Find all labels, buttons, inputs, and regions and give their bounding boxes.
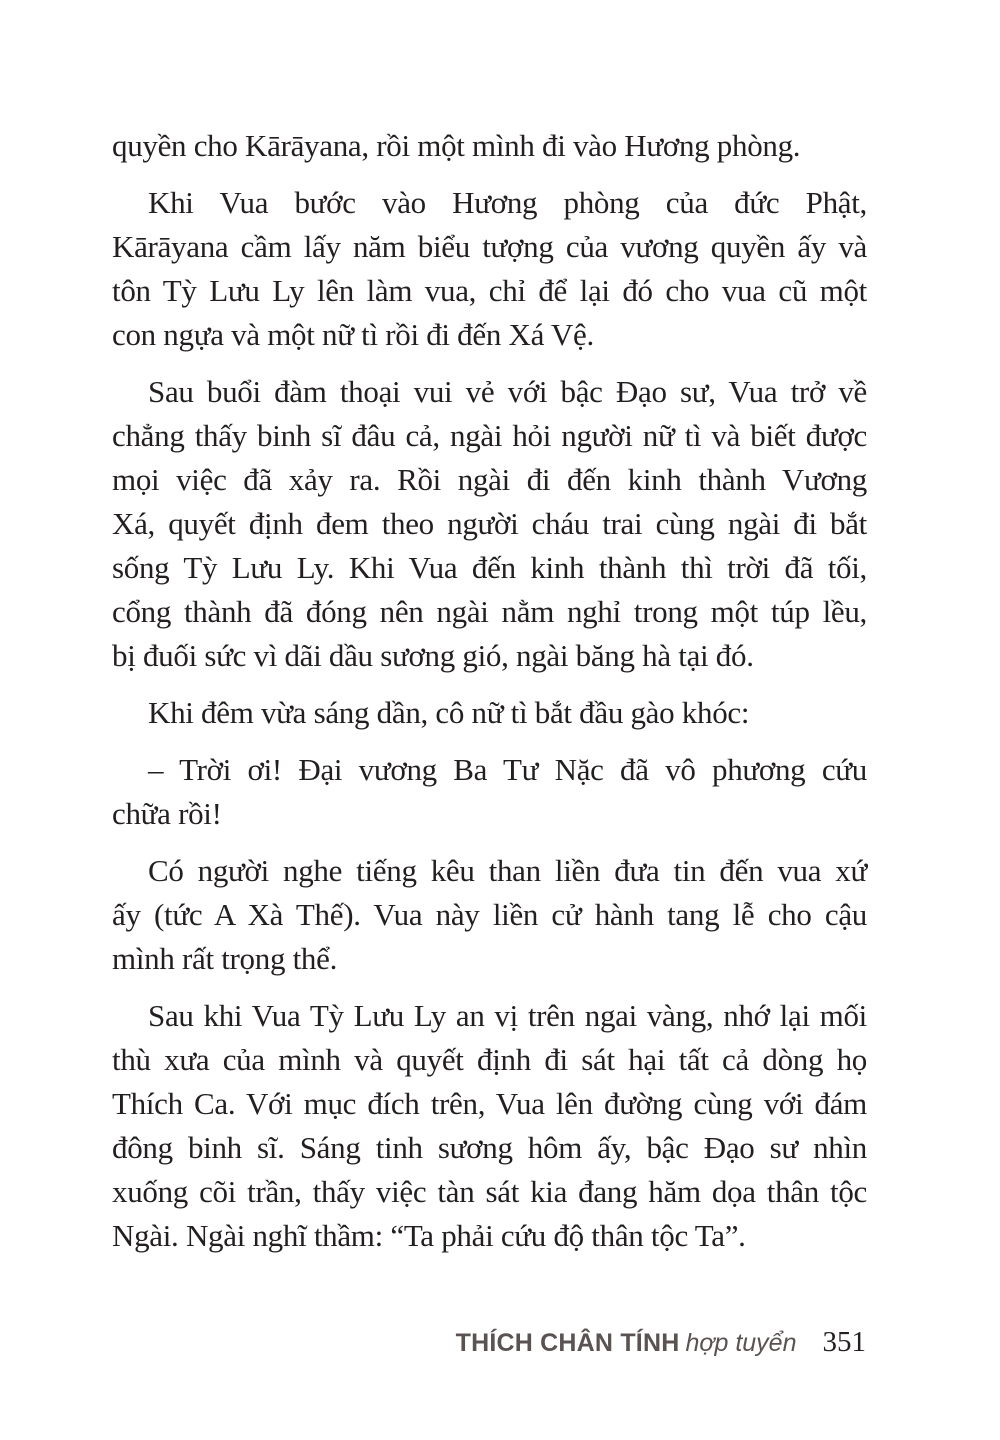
text-line: quyền cho Kārāyana, rồi một mình đi vào Hương phòng. — [112, 128, 801, 163]
footer-subtitle: hợp tuyển — [685, 1329, 797, 1357]
text-line: Sau buổi đàm thoại vui vẻ với bậc Đạo sư, Vua trở về — [148, 374, 867, 409]
text-line: Có người nghe tiếng kêu than liền đưa tin đến vua xứ — [148, 853, 867, 888]
paragraph — [112, 994, 867, 1258]
text-line: ấy (tức A Xà Thế). Vua này liền cử hành tang lễ cho cậu — [112, 897, 867, 932]
text-line: Xá, quyết định đem theo người cháu trai cùng ngài đi bắt — [112, 506, 867, 541]
dialogue-paragraph — [112, 748, 867, 836]
text-line: Thích Ca. Với mục đích trên, Vua lên đường cùng với đám — [112, 1086, 867, 1121]
text-line: cổng thành đã đóng nên ngài nằm nghỉ trong một túp lều, — [112, 594, 867, 629]
text-line: con ngựa và một nữ tì rồi đi đến Xá Vệ. — [112, 317, 594, 352]
text-line: sống Tỳ Lưu Ly. Khi Vua đến kinh thành thì trời đã tối, — [112, 550, 867, 585]
page-number: 351 — [822, 1326, 866, 1358]
paragraph — [112, 370, 867, 678]
text-line: Khi Vua bước vào Hương phòng của đức Phật, — [148, 185, 867, 220]
text-line: bị đuối sức vì dãi dầu sương gió, ngài băng hà tại đó. — [112, 638, 754, 673]
page-footer — [456, 1320, 866, 1364]
text-line: Kārāyana cầm lấy năm biểu tượng của vương quyền ấy và — [112, 229, 867, 264]
text-line: Khi đêm vừa sáng dần, cô nữ tì bắt đầu gào khóc: — [148, 695, 750, 730]
text-line: Sau khi Vua Tỳ Lưu Ly an vị trên ngai vàng, nhớ lại mối — [148, 998, 867, 1033]
paragraph — [112, 849, 867, 981]
text-line: – Trời ơi! Đại vương Ba Tư Nặc đã vô phương cứu — [148, 752, 867, 787]
page-body — [112, 124, 867, 1258]
text-line: chữa rồi! — [112, 796, 222, 831]
paragraph — [112, 124, 867, 168]
text-line: đông binh sĩ. Sáng tinh sương hôm ấy, bậc Đạo sư nhìn — [112, 1130, 867, 1165]
footer-author: THÍCH CHÂN TÍNH — [455, 1329, 680, 1357]
text-line: mọi việc đã xảy ra. Rồi ngài đi đến kinh thành Vương — [112, 462, 867, 497]
text-line: chẳng thấy binh sĩ đâu cả, ngài hỏi người nữ tì và biết được — [112, 418, 867, 453]
text-line: tôn Tỳ Lưu Ly lên làm vua, chỉ để lại đó cho vua cũ một — [112, 273, 867, 308]
text-line: mình rất trọng thể. — [112, 941, 338, 976]
paragraph — [112, 691, 867, 735]
paragraph — [112, 181, 867, 357]
text-line: thù xưa của mình và quyết định đi sát hại tất cả dòng họ — [112, 1042, 867, 1077]
text-line: Ngài. Ngài nghĩ thầm: “Ta phải cứu độ thân tộc Ta”. — [112, 1218, 746, 1253]
text-line: xuống cõi trần, thấy việc tàn sát kia đang hăm dọa thân tộc — [112, 1174, 867, 1209]
